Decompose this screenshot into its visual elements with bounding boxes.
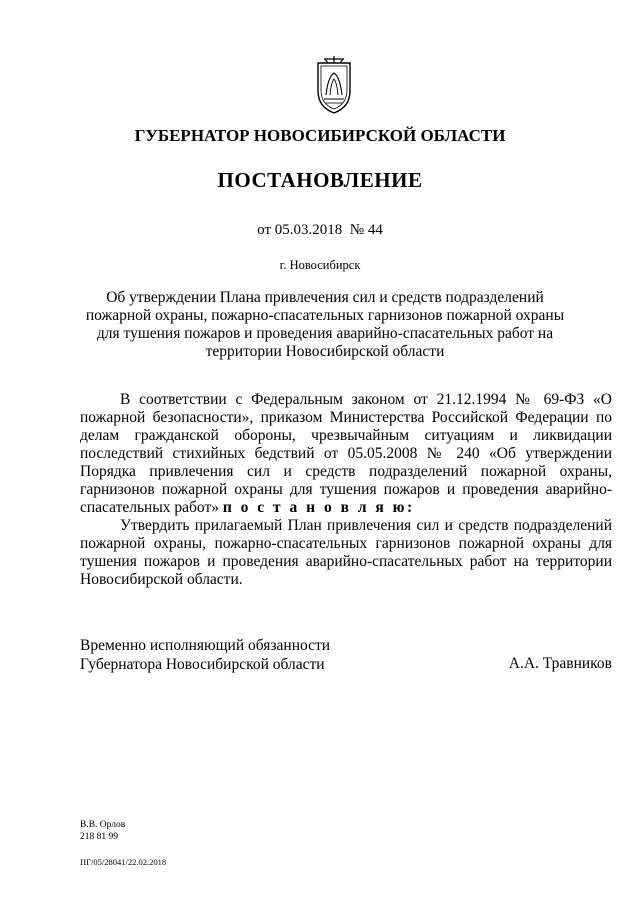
signatory-name: А.А. Травников xyxy=(508,655,612,672)
decree-word: п о с т а н о в л я ю xyxy=(222,499,408,516)
authority-title: ГУБЕРНАТОР НОВОСИБИРСКОЙ ОБЛАСТИ xyxy=(134,126,506,145)
document-type: ПОСТАНОВЛЕНИЕ xyxy=(217,168,423,192)
registry-number: ПГ/05/28041/22.02.2018 xyxy=(80,857,167,867)
preamble-paragraph xyxy=(80,391,612,517)
decree-point: Утвердить прилагаемый План привлечения сил и средств подразделений пожарной охраны, пожарно-спасательных гарнизонов пожарной охраны для тушения пожаров и проведения аварийно-спасательных работ на территории Новосибирской области. xyxy=(80,517,612,588)
executor-name: В.В. Орлов xyxy=(80,820,126,830)
document-city: г. Новосибирск xyxy=(279,258,361,272)
document-subject: Об утверждении Плана привлечения сил и средств подразделений пожарной охраны, пожарно-спасательных гарнизонов пожарной охраны для тушения пожаров и проведения аварийно-спасательных работ на территории Новосибирской области xyxy=(85,289,565,360)
coat-of-arms-icon xyxy=(312,55,356,115)
executor-phone: 218 81 99 xyxy=(80,832,118,842)
executor-block xyxy=(80,819,125,843)
signatory-position-line1: Временно исполняющий обязанности xyxy=(80,637,331,654)
signatory-position-line2: Губернатора Новосибирской области xyxy=(80,656,325,673)
preamble-text: В соответствии с Федеральным законом от 21.12.1994 № 69-ФЗ «О пожарной безопасности», приказом Министерства Российской Федерации по делам гражданской обороны, чрезвычайным ситуациям и ликвидации последствий стихийных бедствий от 05.05.2008 № 240 «Об утверждении Порядка привлечения сил и средств подразделений пожарной охраны, гарнизонов пожарной охраны для тушения пожаров и проведения аварийно-спасательных работ» xyxy=(80,391,612,516)
decree-colon: : xyxy=(407,499,413,516)
signatory-position xyxy=(80,636,330,674)
document-body xyxy=(80,391,612,589)
document-date-number: от 05.03.2018 № 44 xyxy=(257,222,383,238)
